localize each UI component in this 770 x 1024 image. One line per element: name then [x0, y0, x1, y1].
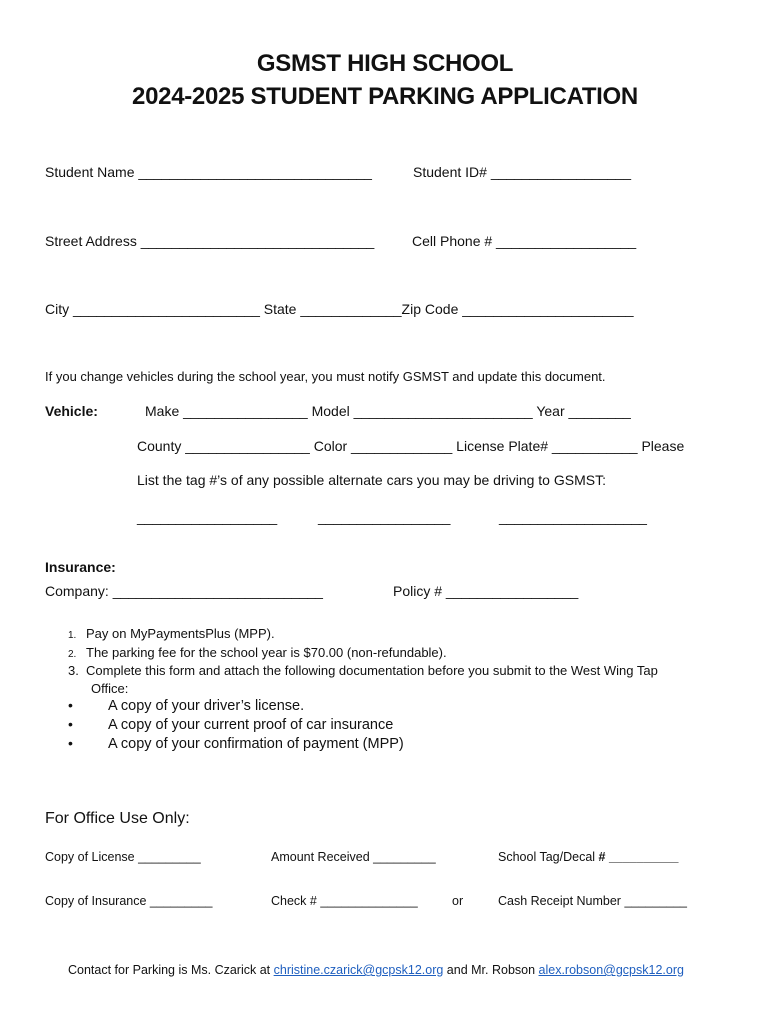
student-name-field[interactable]: Student Name ______________________________ — [45, 164, 372, 180]
amount-received-field[interactable]: Amount Received _________ — [271, 850, 436, 864]
footer-middle: and Mr. Robson — [443, 963, 539, 977]
insurance-label: Insurance: — [45, 559, 116, 575]
title-line-2: 2024-2025 STUDENT PARKING APPLICATION — [132, 83, 638, 110]
vehicle-make-model-year[interactable]: Make ________________ Model _______________________ Year ________ — [145, 403, 631, 419]
email-link-czarick[interactable]: christine.czarick@gcpsk12.org — [273, 963, 444, 977]
or-label: or — [452, 894, 464, 908]
list-item — [68, 663, 658, 678]
check-number-field[interactable]: Check # ______________ — [271, 894, 418, 908]
alternate-tag-field-1[interactable]: __________________ — [137, 509, 278, 525]
school-tag-field[interactable] — [498, 850, 678, 864]
school-tag-label: School Tag/Decal — [498, 850, 599, 864]
alternate-cars-instruction: List the tag #’s of any possible alternate cars you may be driving to GSMST: — [137, 472, 606, 488]
list-text: Pay on MyPaymentsPlus (MPP). — [86, 626, 275, 641]
insurance-company-field[interactable]: Company: ___________________________ — [45, 583, 323, 599]
footer-prefix: Contact for Parking is Ms. Czarick at — [68, 963, 274, 977]
list-text: A copy of your current proof of car insurance — [108, 717, 394, 733]
title-line-1: GSMST HIGH SCHOOL — [256, 50, 514, 77]
bullet-icon: • — [68, 735, 73, 751]
list-text: A copy of your driver’s license. — [108, 698, 305, 714]
insurance-policy-field[interactable]: Policy # _________________ — [393, 583, 579, 599]
list-text: A copy of your confirmation of payment (MPP) — [108, 736, 404, 752]
list-text-continued: Office: — [91, 681, 129, 696]
list-text: The parking fee for the school year is $70.00 (non-refundable). — [86, 645, 447, 660]
list-item — [68, 735, 404, 752]
city-state-zip-field[interactable]: City ________________________ State _____________Zip Code ______________________ — [45, 301, 634, 317]
list-item — [68, 697, 304, 714]
student-id-field[interactable]: Student ID# __________________ — [413, 164, 631, 180]
list-number: 1. — [68, 630, 77, 641]
street-address-field[interactable]: Street Address ______________________________ — [45, 233, 375, 249]
contact-footer — [68, 963, 684, 977]
email-link-robson[interactable]: alex.robson@gcpsk12.org — [538, 963, 684, 977]
copy-of-license-field[interactable]: Copy of License _________ — [45, 850, 201, 864]
vehicle-label: Vehicle: — [45, 403, 98, 419]
copy-of-insurance-field[interactable]: Copy of Insurance _________ — [45, 894, 213, 908]
school-tag-number: # __________ — [598, 850, 679, 864]
bullet-icon: • — [68, 716, 73, 732]
bullet-icon: • — [68, 697, 73, 713]
list-number: 2. — [68, 649, 77, 660]
alternate-tag-field-3[interactable]: ___________________ — [499, 509, 647, 525]
alternate-tag-field-2[interactable]: _________________ — [318, 509, 451, 525]
cell-phone-field[interactable]: Cell Phone # __________________ — [412, 233, 637, 249]
vehicle-change-notice: If you change vehicles during the school year, you must notify GSMST and update this document. — [45, 369, 606, 384]
list-item — [68, 626, 275, 641]
list-number: 3. — [68, 663, 79, 678]
vehicle-county-color-plate[interactable]: County ________________ Color _____________ License Plate# ___________ Please — [137, 438, 685, 454]
list-item — [68, 645, 447, 660]
list-text: Complete this form and attach the following documentation before you submit to the West Wing Tap — [86, 663, 658, 678]
cash-receipt-field[interactable]: Cash Receipt Number _________ — [498, 894, 688, 908]
list-item — [68, 716, 393, 733]
office-use-heading: For Office Use Only: — [45, 810, 190, 827]
